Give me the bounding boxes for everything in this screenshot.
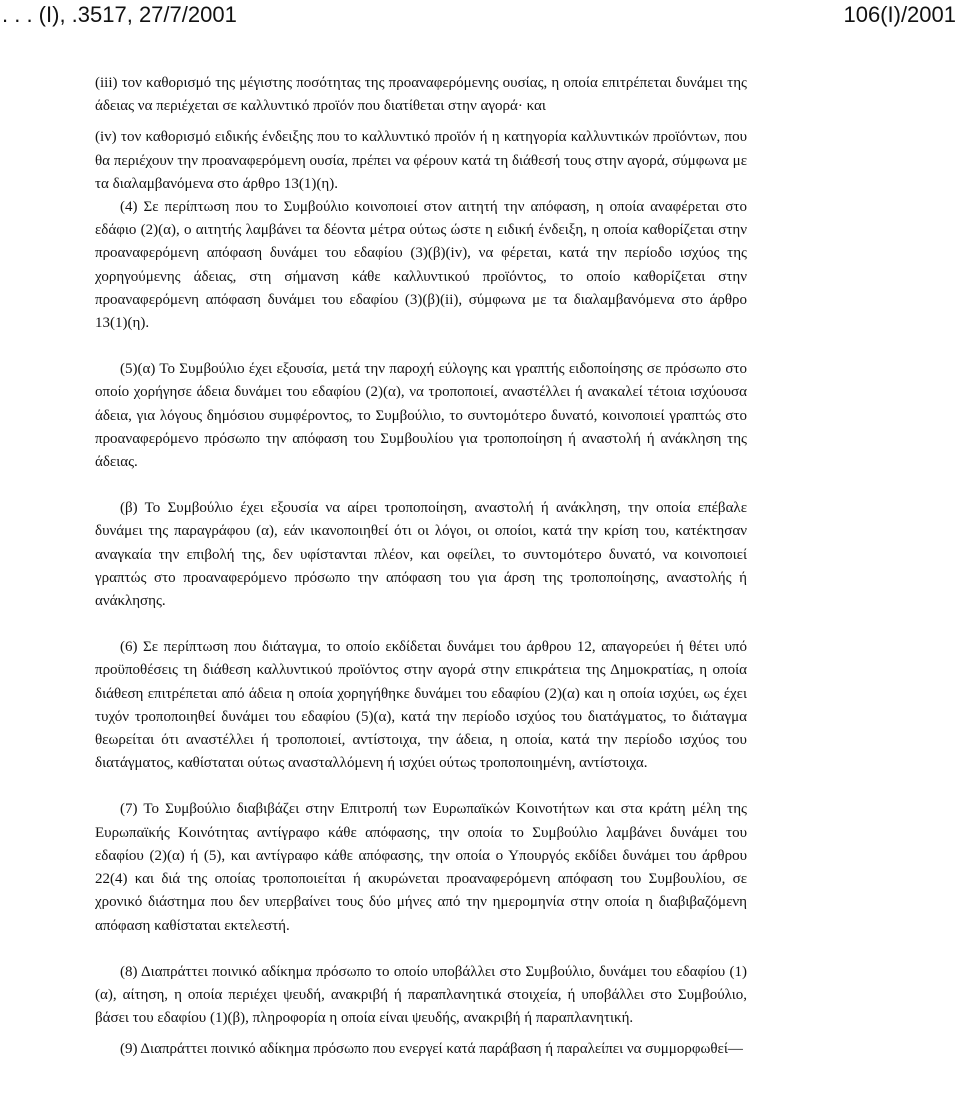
subsection-5b-paragraph: (β) Το Συμβούλιο έχει εξουσία να αίρει τροποποίηση, αναστολή ή ανάκληση, την οποία επέβαλε δυνάμει της παραγράφου (α), εάν ικανοποιηθεί ότι οι λόγοι, οι οποίοι, κατά την κρίση του, κατέκτησαν αναγκαία την επιβολή της, δεν υφίστανται πλέον, και οφείλει, το συντομότερο δυνατό, να κοινοποιεί γραπτώς στο προαναφερόμενο πρόσωπο την απόφαση του για άρση της τροποποίησης, αναστολής ή ανάκλησης. xyxy=(95,500,747,610)
gazette-reference: . . . (Ι), .3517, 27/7/2001 xyxy=(2,2,237,27)
document-body xyxy=(95,72,747,1062)
subsection-6-paragraph: (6) Σε περίπτωση που διάταγμα, το οποίο εκδίδεται δυνάμει του άρθρου 12, απαγορεύει ή θέτει υπό προϋποθέσεις τη διάθεση καλλυντικού προϊόντος στην αγορά στην επικράτεια της Δημοκρατίας, η οποία διάθεση επιτρέπεται από άδεια η οποία χορηγήθηκε δυνάμει του εδαφίου (2)(α) και η οποία ισχύει, ως έχει τυχόν τροποποιηθεί δυνάμει του εδαφίου (5)(α), κατά την περίοδο ισχύος του διατάγματος, το διάταγμα θεωρείται ότι αναστέλλει ή τροποποιεί, αντίστοιχα, την άδεια, η οποία, κατά την περίοδο ισχύος του διατάγματος, καθίσταται ούτως ανασταλλόμενη ή ισχύει ούτως τροποποιημένη, αντίστοιχα. xyxy=(95,639,747,772)
clause-iv-paragraph: (iv) τον καθορισμό ειδικής ένδειξης που το καλλυντικό προϊόν ή η κατηγορία καλλυντικών προϊόντων, που θα περιέχουν την προαναφερόμενη ουσία, πρέπει να φέρουν κατά τη διάθεσή τους στην αγορά, σύμφωνα με τα διαλαμβανόμενα στο άρθρο 13(1)(η). xyxy=(95,129,747,192)
law-number: 106(Ι)/2001 xyxy=(843,2,956,27)
clause-iii-paragraph: (iii) τον καθορισμό της μέγιστης ποσότητας της προαναφερόμενης ουσίας, η οποία επιτρέπεται δυνάμει της άδειας να περιέχεται σε καλλυντικό προϊόν που διατίθεται στην αγορά· και xyxy=(95,75,747,115)
subsection-4-paragraph: (4) Σε περίπτωση που το Συμβούλιο κοινοποιεί στον αιτητή την απόφαση, η οποία αναφέρεται στο εδάφιο (2)(α), ο αιτητής λαμβάνει τα δέοντα μέτρα ούτως ώστε η ειδική ένδειξη, η οποία καθορίζεται στην προαναφερόμενη απόφαση δυνάμει του εδαφίου (3)(β)(iv), να φέρεται, κατά την περίοδο ισχύος της χορηγούμενης άδειας, στη σήμανση κάθε καλλυντικού προϊόντος, το οποίο καθορίζεται στην προαναφερόμενη απόφαση δυνάμει του εδαφίου (3)(β)(ii), σύμφωνα με τα διαλαμβανόμενα στο άρθρο 13(1)(η). xyxy=(95,199,747,332)
subsection-9-paragraph: (9) Διαπράττει ποινικό αδίκημα πρόσωπο που ενεργεί κατά παράβαση ή παραλείπει να συμμορφωθεί— xyxy=(120,1041,743,1058)
page-header xyxy=(0,0,960,30)
subsection-8-paragraph: (8) Διαπράττει ποινικό αδίκημα πρόσωπο το οποίο υποβάλλει στο Συμβούλιο, δυνάμει του εδαφίου (1)(α), αίτηση, η οποία περιέχει ψευδή, ανακριβή ή παραπλανητικά στοιχεία, ή υποβάλλει στο Συμβούλιο, βάσει του εδαφίου (1)(β), πληροφορία η οποία είναι ψευδής, ανακριβή ή παραπλανητική. xyxy=(95,963,747,1027)
subsection-5a-paragraph: (5)(α) Το Συμβούλιο έχει εξουσία, μετά την παροχή εύλογης και γραπτής ειδοποίησης σε πρόσωπο στο οποίο χορήγησε άδεια δυνάμει του εδαφίου (2)(α), να τροποποιεί, αναστέλλει ή ανακαλεί τέτοια ισχύουσα άδεια, για λόγους δημόσιου συμφέροντος, το Συμβούλιο, το συντομότερο δυνατό, κοινοποιεί γραπτώς στο προαναφερόμενο πρόσωπο την απόφαση του Συμβουλίου για τροποποίηση ή αναστολή ή ανάκληση της άδειας. xyxy=(95,361,747,471)
subsection-7-paragraph: (7) Το Συμβούλιο διαβιβάζει στην Επιτροπή των Ευρωπαϊκών Κοινοτήτων και στα κράτη μέλη της Ευρωπαϊκής Κοινότητας αντίγραφο κάθε απόφασης, την οποία το Συμβούλιο λαμβάνει δυνάμει του εδαφίου (2)(α) ή (5), και αντίγραφο κάθε απόφασης, την οποία ο Υπουργός εκδίδει δυνάμει του άρθρου 22(4) και διά της οποίας τροποποιείται ή ακυρώνεται προαναφερόμενη απόφαση του Συμβουλίου, σε χρονικό διάστημα που δεν υπερβαίνει τους δύο μήνες από την ημερομηνία στην οποία η διαβιβαζόμενη απόφαση καθίσταται εκτελεστή. xyxy=(95,801,747,934)
